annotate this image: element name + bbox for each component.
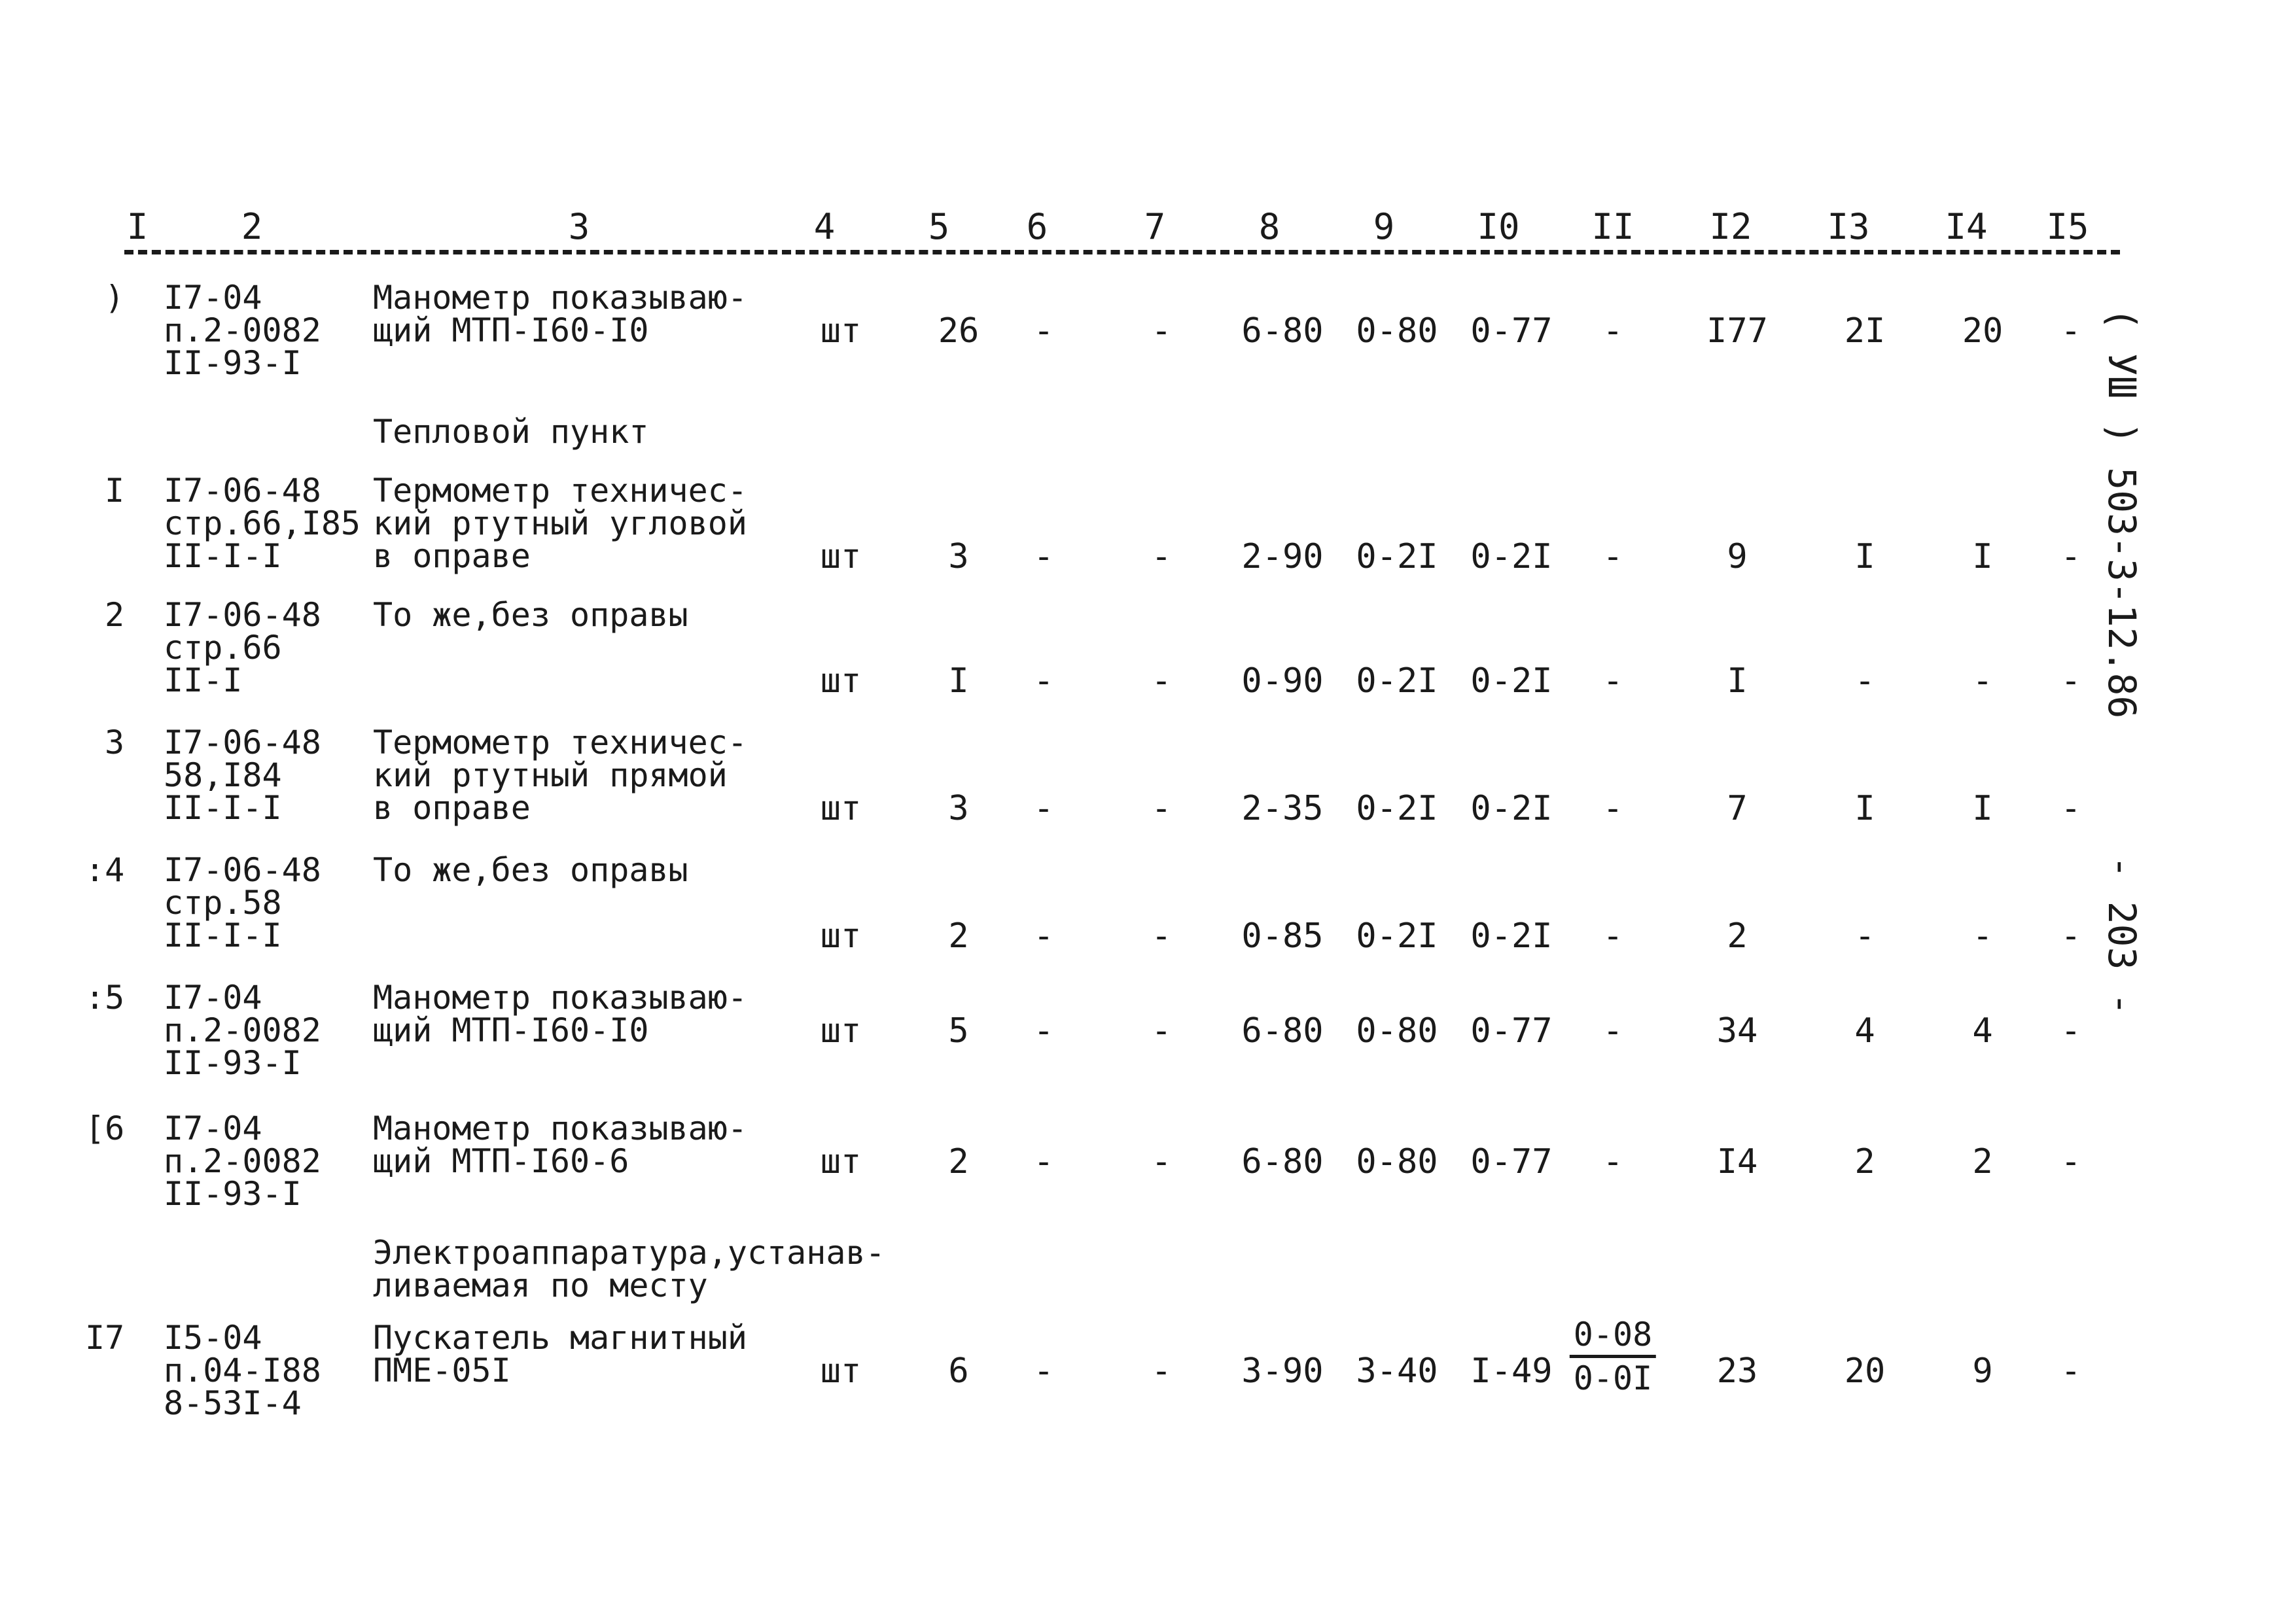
row-col-13-value: I [1854,537,1875,576]
row-name: Пускатель магнитный ПМЕ-05I [373,1319,747,1389]
row-col-13-value: I [1854,789,1875,828]
col-14-number: I4 [1941,209,1991,245]
row-name: Термометр техничес- кий ртутный прямой в оправе [373,724,747,827]
row-col-9-value: 0-2I [1356,537,1438,576]
row-col-5-value: 6 [948,1352,969,1391]
row-col-9-value: 0-80 [1356,1011,1438,1051]
side-document-code [2100,262,2179,1016]
col-15-number: I5 [2042,209,2093,245]
row-col-11-value: - [1602,537,1623,576]
row-number: :5 [85,979,125,1017]
col-7-number: 7 [1140,209,1170,245]
row-col-5-value: 2 [948,1142,969,1181]
row-col-9-value: 0-80 [1356,1142,1438,1181]
row-code: I7-04 п.2-0082 II-93-I [164,1109,321,1213]
row-code: I7-06-48 стр.58 II-I-I [164,851,321,954]
row-col-15-value: - [2060,789,2081,828]
row-col-15-value: - [2060,916,2081,956]
row-number: I7 [85,1319,125,1357]
row-col-10-value: 0-77 [1470,1142,1553,1181]
row-name: То же,без оправы [373,596,688,634]
row-number: 3 [105,724,125,761]
row-col-15-value: - [2060,311,2081,351]
row-code: I7-06-48 стр.66,I85 II-I-I [164,472,361,575]
row-col-10-value: 0-77 [1470,1011,1553,1051]
row-col-11-value: - [1602,661,1623,701]
row-col-9-value: 0-2I [1356,789,1438,828]
row-col-11-value: - [1602,789,1623,828]
row-col-10-value: 0-2I [1470,789,1553,828]
row-col-10-value: 0-2I [1470,537,1553,576]
row-code: I7-04 п.2-0082 II-93-I [164,279,321,382]
row-col-9-value: 0-2I [1356,661,1438,701]
row-col-8-value: 6-80 [1241,1011,1324,1051]
row-col-14-value: I [1972,789,1993,828]
section-heading: Тепловой пункт [373,413,649,451]
row-col-14-value: - [1972,661,1993,701]
col-12-number: I2 [1705,209,1756,245]
column-header-row [124,206,2120,262]
row-col-13-value: - [1854,916,1875,956]
row-col-11-value: - [1602,916,1623,956]
row-col-6-value: - [1033,789,1054,828]
row-col-7-value: - [1151,537,1172,576]
row-col-6-value: - [1033,1352,1054,1391]
row-col-7-value: - [1151,1352,1172,1391]
row-number: :4 [85,851,125,889]
row-col-7-value: - [1151,1011,1172,1051]
row-col-10-value: 0-2I [1470,916,1553,956]
col-8-number: 8 [1255,209,1284,245]
row-col-7-value: - [1151,661,1172,701]
row-col-8-value: 2-90 [1241,537,1324,576]
row-col-6-value: - [1033,537,1054,576]
row-col-14-value: 2 [1972,1142,1993,1181]
col-13-number: I3 [1823,209,1873,245]
row-col-6-value: - [1033,1142,1054,1181]
fraction-numerator: 0-08 [1570,1318,1656,1358]
row-unit: шт [820,537,862,576]
row-col-7-value: - [1151,789,1172,828]
row-col-15-value: - [2060,537,2081,576]
col-4-number: 4 [810,209,839,245]
col-9-number: 9 [1369,209,1399,245]
row-col-5-value: 3 [948,537,969,576]
side-code-text: ( УШ ) 503-3-12.86 [2100,307,2144,719]
col-10-number: I0 [1473,209,1523,245]
row-col-13-value: - [1854,661,1875,701]
row-col-8-value: 2-35 [1241,789,1324,828]
row-col-13-value: 4 [1854,1011,1875,1051]
row-col-6-value: - [1033,661,1054,701]
row-col-13-value: 2I [1844,311,1886,351]
row-name: Манометр показываю- щий МТП-I60-6 [373,1109,747,1180]
row-col-11-value: - [1602,311,1623,351]
row-col-10-value: 0-2I [1470,661,1553,701]
row-number: I [105,472,125,510]
row-col-15-value: - [2060,1142,2081,1181]
fraction-denominator: 0-0I [1573,1359,1653,1397]
row-col-15-value: - [2060,661,2081,701]
header-dashed-line [124,250,2120,254]
col-3-number: 3 [565,209,594,245]
row-code: I5-04 п.04-I88 8-53I-4 [164,1319,321,1422]
row-col-8-value: 3-90 [1241,1352,1324,1391]
row-col-7-value: - [1151,916,1172,956]
row-col-11-value: - [1602,1142,1623,1181]
row-col-8-value: 0-90 [1241,661,1324,701]
row-col-8-value: 6-80 [1241,1142,1324,1181]
section-heading: Электроаппаратура,устанав- ливаемая по месту [373,1234,885,1304]
row-col-13-value: 2 [1854,1142,1875,1181]
col-2-number: 2 [238,209,267,245]
row-col-15-value: - [2060,1011,2081,1051]
row-col-5-value: 3 [948,789,969,828]
row-col-10-value: I-49 [1470,1352,1553,1391]
row-unit: шт [820,916,862,956]
row-name: Термометр техничес- кий ртутный угловой в оправе [373,472,747,575]
row-col-8-value: 6-80 [1241,311,1324,351]
row-col-7-value: - [1151,1142,1172,1181]
col-6-number: 6 [1023,209,1052,245]
row-col-5-value: 26 [938,311,980,351]
row-col-6-value: - [1033,311,1054,351]
row-name: Манометр показываю- щий МТП-I60-I0 [373,279,747,349]
row-number: [6 [85,1109,125,1147]
row-col-5-value: I [948,661,969,701]
col-5-number: 5 [925,209,954,245]
row-name: Манометр показываю- щий МТП-I60-I0 [373,979,747,1049]
col-1-number: I [123,209,152,245]
row-col-14-value: - [1972,916,1993,956]
side-page-number: - 203 - [2100,855,2144,1016]
row-col-5-value: 2 [948,916,969,956]
row-code: I7-06-48 58,I84 II-I-I [164,724,321,827]
row-col-12-value: I [1727,661,1748,701]
row-col-9-value: 3-40 [1356,1352,1438,1391]
row-col-15-value: - [2060,1352,2081,1391]
row-unit: шт [820,1142,862,1181]
row-col-12-value: 7 [1727,789,1748,828]
row-unit: шт [820,789,862,828]
row-col-6-value: - [1033,916,1054,956]
row-col-11-value: - [1602,1011,1623,1051]
row-col-6-value: - [1033,1011,1054,1051]
row-unit: шт [820,1011,862,1051]
row-col-9-value: 0-80 [1356,311,1438,351]
row-col-11-fraction [1570,1318,1656,1395]
row-col-12-value: 2 [1727,916,1748,956]
row-number: 2 [105,596,125,634]
row-col-14-value: 9 [1972,1352,1993,1391]
row-unit: шт [820,661,862,701]
row-col-5-value: 5 [948,1011,969,1051]
row-col-14-value: 20 [1962,311,2004,351]
row-col-9-value: 0-2I [1356,916,1438,956]
row-col-12-value: 23 [1716,1352,1758,1391]
col-11-number: II [1587,209,1638,245]
row-col-8-value: 0-85 [1241,916,1324,956]
row-col-14-value: 4 [1972,1011,1993,1051]
row-code: I7-04 п.2-0082 II-93-I [164,979,321,1082]
row-col-12-value: 34 [1716,1011,1758,1051]
row-col-10-value: 0-77 [1470,311,1553,351]
row-col-13-value: 20 [1844,1352,1886,1391]
row-code: I7-06-48 стр.66 II-I [164,596,321,699]
row-col-12-value: I77 [1706,311,1768,351]
row-col-14-value: I [1972,537,1993,576]
row-col-7-value: - [1151,311,1172,351]
row-col-12-value: 9 [1727,537,1748,576]
row-name: То же,без оправы [373,851,688,889]
row-unit: шт [820,311,862,351]
row-unit: шт [820,1352,862,1391]
row-number: ) [105,279,125,317]
row-col-12-value: I4 [1716,1142,1758,1181]
